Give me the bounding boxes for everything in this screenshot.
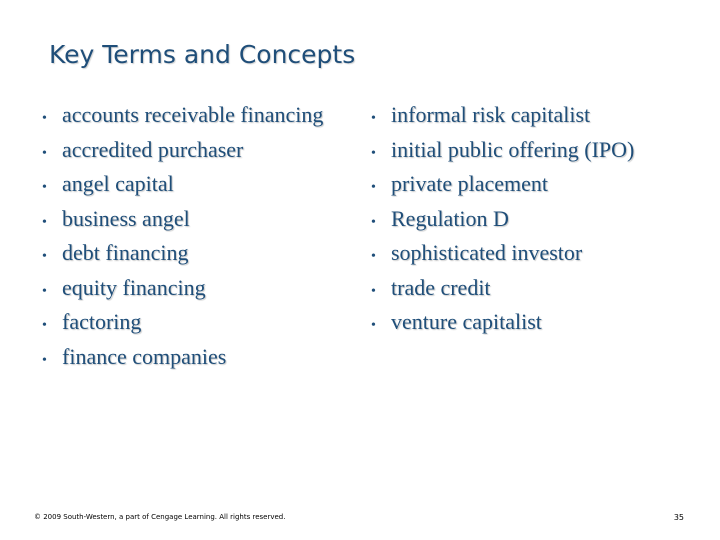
bullet-icon: • xyxy=(42,145,47,161)
bullet-icon: • xyxy=(42,318,47,333)
bullet-icon: • xyxy=(371,249,376,264)
term-label: angel capital xyxy=(62,171,174,196)
bullet-icon: • xyxy=(42,180,47,195)
bullet-icon: • xyxy=(42,214,47,230)
term-label: Regulation D xyxy=(391,205,509,231)
term-item xyxy=(371,133,701,168)
term-label: trade credit xyxy=(391,274,491,300)
term-item xyxy=(42,305,362,340)
term-item xyxy=(371,202,701,237)
bullet-icon: • xyxy=(371,145,376,161)
term-label: private placement xyxy=(391,171,548,196)
copyright-footer: © 2009 South-Western, a part of Cengage Learning. All rights reserved. xyxy=(34,513,286,521)
bullet-icon: • xyxy=(42,352,47,368)
term-item xyxy=(371,167,701,202)
term-item xyxy=(42,236,362,271)
term-label: initial public offering (IPO) xyxy=(391,136,635,162)
terms-list-left xyxy=(42,98,362,374)
term-item xyxy=(42,202,362,237)
term-item xyxy=(42,271,362,306)
term-item xyxy=(371,305,701,340)
term-item xyxy=(42,133,362,168)
term-label: finance companies xyxy=(62,343,227,369)
bullet-icon: • xyxy=(371,318,376,333)
term-label: accounts receivable financing xyxy=(62,102,324,127)
term-label: accredited purchaser xyxy=(62,136,244,162)
slide-title: Key Terms and Concepts xyxy=(49,40,356,69)
term-item xyxy=(42,340,362,375)
term-item xyxy=(371,236,701,271)
bullet-icon: • xyxy=(371,283,376,299)
term-item xyxy=(371,98,701,133)
bullet-icon: • xyxy=(371,111,376,126)
bullet-icon: • xyxy=(42,249,47,264)
term-label: business angel xyxy=(62,205,190,231)
bullet-icon: • xyxy=(42,111,47,126)
term-label: venture capitalist xyxy=(391,309,542,334)
term-label: equity financing xyxy=(62,274,206,300)
term-label: informal risk capitalist xyxy=(391,102,591,127)
term-item xyxy=(42,167,362,202)
term-item xyxy=(371,271,701,306)
term-item xyxy=(42,98,362,133)
page-number: 35 xyxy=(673,513,684,522)
terms-list-right xyxy=(371,98,701,340)
term-label: debt financing xyxy=(62,240,189,265)
term-label: sophisticated investor xyxy=(391,240,583,265)
bullet-icon: • xyxy=(371,180,376,195)
term-label: factoring xyxy=(62,309,142,334)
bullet-icon: • xyxy=(371,214,376,230)
bullet-icon: • xyxy=(42,283,47,299)
